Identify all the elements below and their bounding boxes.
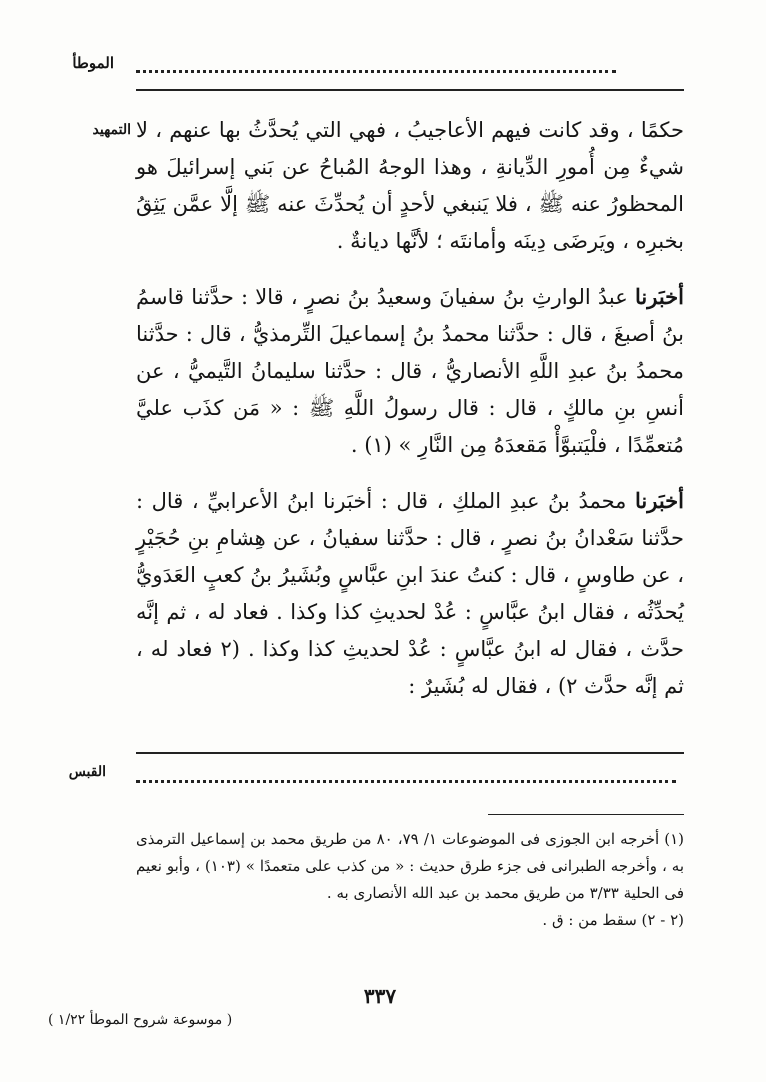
page-number: ٣٣٧: [363, 984, 397, 1008]
footnote-1: (١) أخرجه ابن الجوزى فى الموضوعات ١/ ٧٩، ٨٠ من طريق محمد بن إسماعيل الترمذى به ، وأخرجه الطبرانى فى جزء طرق حديث : « من كذب على متعمدًا » (١٠٣) ، وأبو نعيم فى الحلية ٣/٣٣ من طريق محمد بن عبد الله الأنصارى به .: [136, 830, 684, 902]
margin-label-tamhid: التمهيد: [92, 122, 131, 138]
paragraph-1: [136, 112, 684, 260]
running-header-title: الموطأ: [72, 54, 114, 72]
section-rule: [136, 752, 684, 754]
header-dotted-line: [136, 56, 616, 73]
paragraph-3-text: محمدُ بنُ عبدِ الملكِ ، قال : أخبَرنا ابنُ الأعرابيِّ ، قال : حدَّثنا سَعْدانُ بنُ نصرٍ ، قال : حدَّثنا سفيانُ ، عن هِشامِ بنِ حُجَيْرٍ ، عن طاوسٍ ، قال : كنتُ عندَ ابنِ عبَّاسٍ وبُشَيرُ بنُ كعبٍ العَدَويُّ يُحدِّثُه ، فقال ابنُ عبَّاسٍ : عُدْ لحديثِ كذا وكذا . فعاد له ، ثم إنَّه حدَّث ، فقال له ابنُ عبَّاسٍ : عُدْ لحديثِ كذا وكذا . (٢ فعاد له ، ثم إنَّه حدَّث ٢) ، فقال له بُشَيرٌ :: [136, 489, 684, 698]
paragraph-3-lead: أخبَرنا: [635, 488, 684, 513]
header-rule: [136, 89, 684, 91]
main-text: [136, 112, 684, 705]
footnotes: [136, 826, 684, 934]
margin-label-qabas: القبس: [68, 764, 106, 780]
paragraph-2: [136, 278, 684, 464]
paragraph-2-lead: أخبَرنا: [635, 284, 684, 309]
paragraph-1-text: حكمًا ، وقد كانت فيهم الأعاجيبُ ، فهي التي يُحدَّثُ بها عنهم ، لا شيءٌ مِن أُمورِ الدِّيانةِ ، وهذا الوجهُ المُباحُ عن بَني إسرائيلَ هو المحظورُ عنه ﷺ ، فلا يَنبغي لأحدٍ أن يُحدِّثَ عنه ﷺ إلَّا عمَّن يَثِقُ بخبرِه ، ويَرضَى دِينَه وأمانتَه ؛ لأنَّها ديانةٌ .: [136, 118, 684, 253]
series-note: ( موسوعة شروح الموطأ ١/٢٢ ): [48, 1012, 233, 1028]
paragraph-3: [136, 482, 684, 705]
footnote-rule: [488, 814, 684, 815]
footnote-2: (٢ - ٢) سقط من : ق .: [542, 911, 684, 929]
qabas-dotted-line: [136, 766, 676, 783]
paragraph-2-text: عبدُ الوارثِ بنُ سفيانَ وسعيدُ بنُ نصرٍ ، قالا : حدَّثنا قاسمُ بنُ أصبغَ ، قال : حدَّثنا محمدُ بنُ إسماعيلَ التِّرمذيُّ ، قال : حدَّثنا محمدُ بنُ عبدِ اللَّهِ الأنصاريُّ ، قال : حدَّثنا سليمانُ التَّيميُّ ، عن أنسِ بنِ مالكٍ ، قال : قال رسولُ اللَّهِ ﷺ : « مَن كذَب عليَّ مُتعمِّدًا ، فلْيَتبوَّأْ مَقعدَهُ مِن النَّارِ » (١) .: [136, 285, 684, 457]
